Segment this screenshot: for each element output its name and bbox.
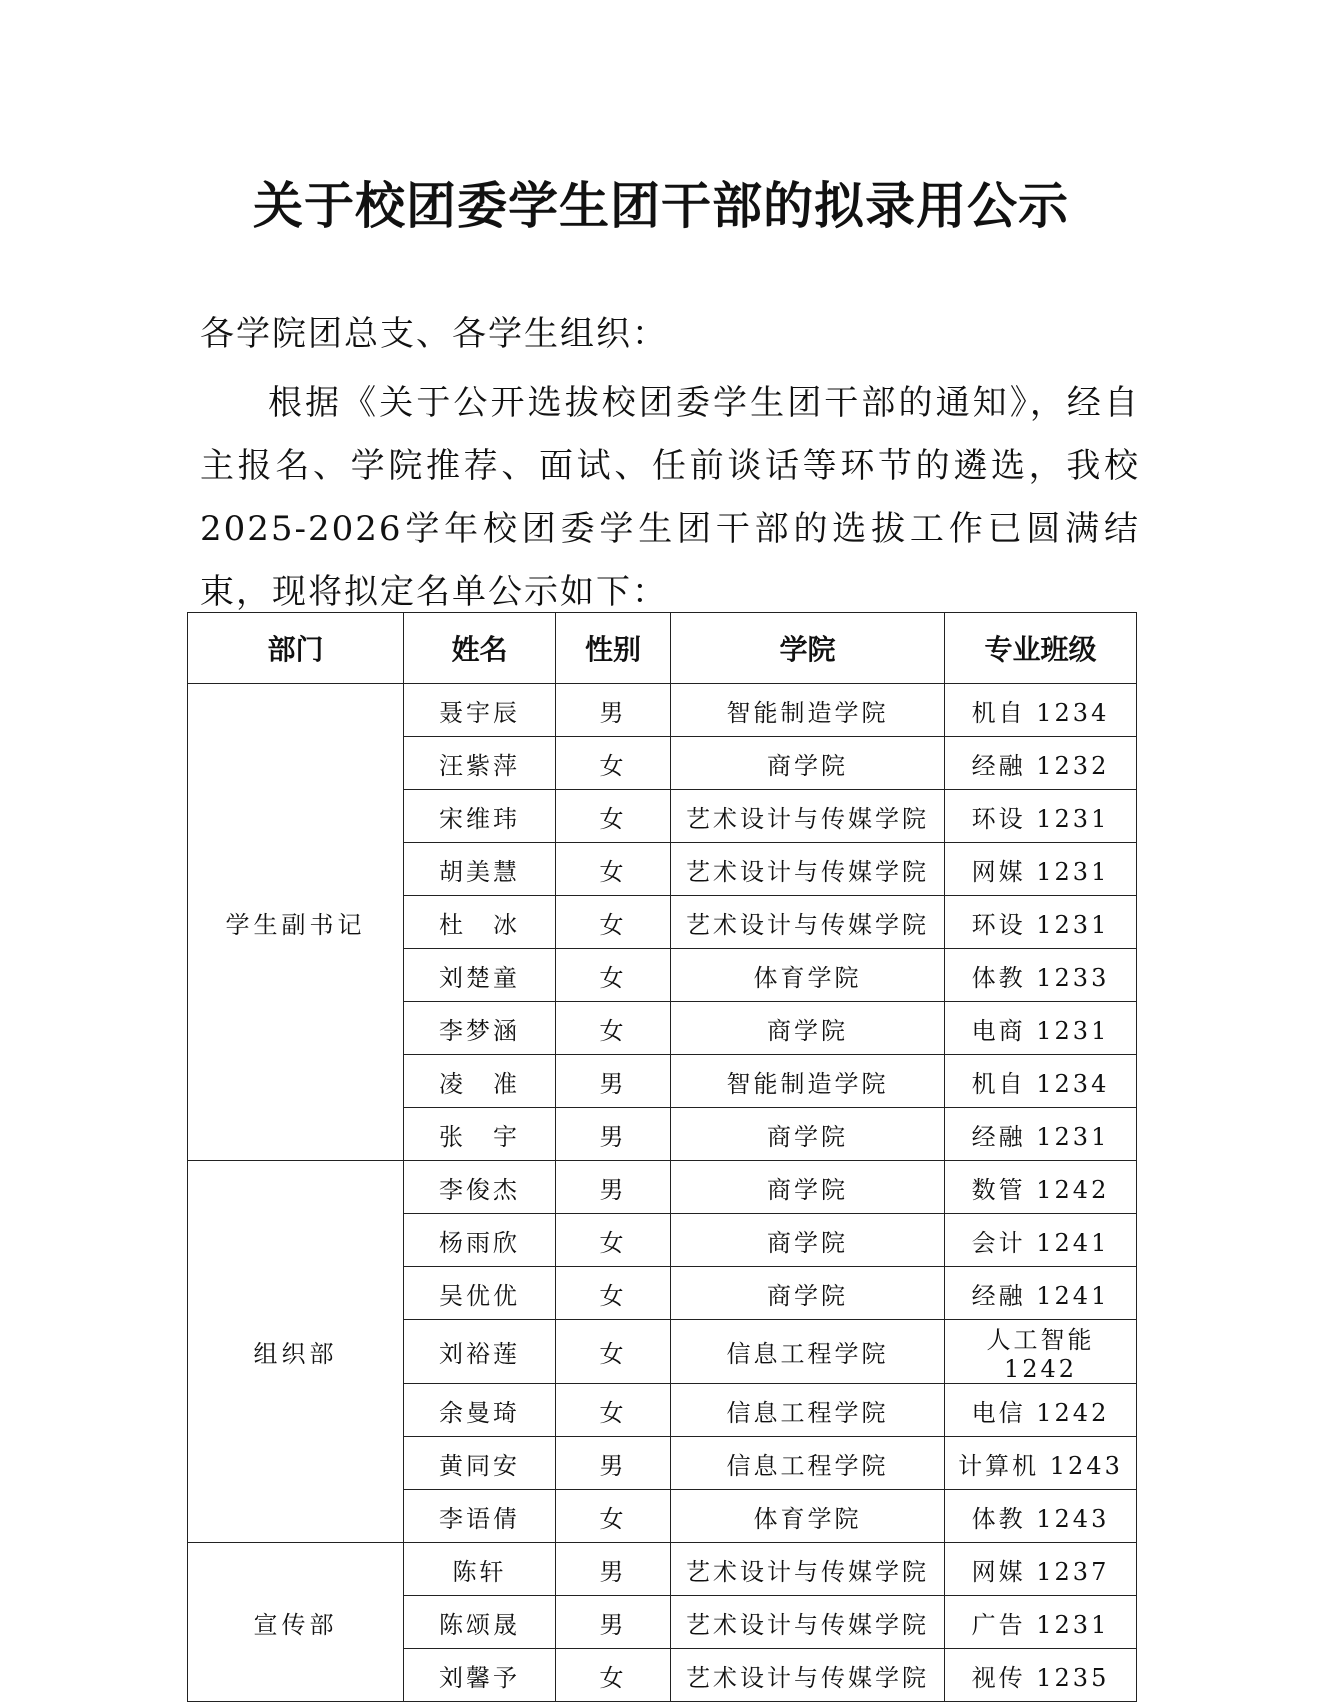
roster-table	[187, 612, 1137, 1702]
college-cell: 商学院	[671, 1161, 945, 1214]
name-cell: 杨雨欣	[404, 1214, 556, 1267]
name-cell: 刘楚童	[404, 949, 556, 1002]
class-cell: 机自 1234	[945, 684, 1137, 737]
name-cell: 李梦涵	[404, 1002, 556, 1055]
name-cell: 余曼琦	[404, 1384, 556, 1437]
class-cell: 视传 1235	[945, 1649, 1137, 1702]
class-cell: 广告 1231	[945, 1596, 1137, 1649]
header-college: 学院	[671, 613, 945, 684]
department-cell: 组织部	[188, 1161, 404, 1543]
college-cell: 智能制造学院	[671, 684, 945, 737]
gender-cell: 女	[556, 896, 671, 949]
class-cell: 网媒 1231	[945, 843, 1137, 896]
gender-cell: 女	[556, 790, 671, 843]
table-row	[188, 684, 1137, 737]
table-header-row	[188, 613, 1137, 684]
college-cell: 信息工程学院	[671, 1437, 945, 1490]
gender-cell: 女	[556, 949, 671, 1002]
name-cell: 李俊杰	[404, 1161, 556, 1214]
body-paragraph: 根据《关于公开选拔校团委学生团干部的通知》，经自主报名、学院推荐、面试、任前谈话等环节的遴选，我校2025-2026学年校团委学生团干部的选拔工作已圆满结束，现将拟定名单公示如下：	[200, 383, 1140, 612]
name-cell: 胡美慧	[404, 843, 556, 896]
name-cell: 汪紫萍	[404, 737, 556, 790]
class-cell: 经融 1241	[945, 1267, 1137, 1320]
gender-cell: 女	[556, 843, 671, 896]
gender-cell: 男	[556, 1596, 671, 1649]
college-cell: 艺术设计与传媒学院	[671, 843, 945, 896]
gender-cell: 男	[556, 684, 671, 737]
class-cell: 经融 1231	[945, 1108, 1137, 1161]
gender-cell: 女	[556, 1002, 671, 1055]
table-row	[188, 1161, 1137, 1214]
class-cell: 计算机 1243	[945, 1437, 1137, 1490]
college-cell: 商学院	[671, 1108, 945, 1161]
header-department: 部门	[188, 613, 404, 684]
class-cell: 体教 1233	[945, 949, 1137, 1002]
gender-cell: 女	[556, 1490, 671, 1543]
name-cell: 张 宇	[404, 1108, 556, 1161]
college-cell: 艺术设计与传媒学院	[671, 1649, 945, 1702]
table-body	[188, 684, 1137, 1702]
college-cell: 商学院	[671, 1214, 945, 1267]
name-cell: 刘馨予	[404, 1649, 556, 1702]
name-cell: 李语倩	[404, 1490, 556, 1543]
college-cell: 艺术设计与传媒学院	[671, 790, 945, 843]
college-cell: 商学院	[671, 737, 945, 790]
name-cell: 吴优优	[404, 1267, 556, 1320]
gender-cell: 男	[556, 1543, 671, 1596]
name-cell: 黄同安	[404, 1437, 556, 1490]
gender-cell: 男	[556, 1437, 671, 1490]
name-cell: 凌 准	[404, 1055, 556, 1108]
college-cell: 艺术设计与传媒学院	[671, 1596, 945, 1649]
class-cell: 机自 1234	[945, 1055, 1137, 1108]
class-cell: 环设 1231	[945, 790, 1137, 843]
gender-cell: 女	[556, 1267, 671, 1320]
name-cell: 杜 冰	[404, 896, 556, 949]
class-cell: 电信 1242	[945, 1384, 1137, 1437]
gender-cell: 女	[556, 1649, 671, 1702]
college-cell: 体育学院	[671, 949, 945, 1002]
gender-cell: 男	[556, 1055, 671, 1108]
college-cell: 体育学院	[671, 1490, 945, 1543]
college-cell: 商学院	[671, 1267, 945, 1320]
document-title: 关于校团委学生团干部的拟录用公示	[253, 177, 1069, 235]
gender-cell: 男	[556, 1108, 671, 1161]
class-cell: 体教 1243	[945, 1490, 1137, 1543]
college-cell: 艺术设计与传媒学院	[671, 1543, 945, 1596]
college-cell: 智能制造学院	[671, 1055, 945, 1108]
department-cell: 宣传部	[188, 1543, 404, 1702]
header-gender: 性别	[556, 613, 671, 684]
class-cell: 数管 1242	[945, 1161, 1137, 1214]
name-cell: 聂宇辰	[404, 684, 556, 737]
department-cell: 学生副书记	[188, 684, 404, 1161]
gender-cell: 女	[556, 1320, 671, 1384]
salutation: 各学院团总支、各学生组织：	[200, 314, 668, 354]
header-name: 姓名	[404, 613, 556, 684]
gender-cell: 女	[556, 737, 671, 790]
gender-cell: 男	[556, 1161, 671, 1214]
class-cell: 经融 1232	[945, 737, 1137, 790]
header-class: 专业班级	[945, 613, 1137, 684]
name-cell: 陈轩	[404, 1543, 556, 1596]
class-cell: 会计 1241	[945, 1214, 1137, 1267]
college-cell: 商学院	[671, 1002, 945, 1055]
class-cell: 电商 1231	[945, 1002, 1137, 1055]
class-cell: 人工智能 1242	[945, 1320, 1137, 1384]
name-cell: 陈颂晟	[404, 1596, 556, 1649]
class-cell: 环设 1231	[945, 896, 1137, 949]
table-row	[188, 1543, 1137, 1596]
gender-cell: 女	[556, 1384, 671, 1437]
college-cell: 信息工程学院	[671, 1320, 945, 1384]
college-cell: 艺术设计与传媒学院	[671, 896, 945, 949]
gender-cell: 女	[556, 1214, 671, 1267]
class-cell: 网媒 1237	[945, 1543, 1137, 1596]
name-cell: 刘裕莲	[404, 1320, 556, 1384]
name-cell: 宋维玮	[404, 790, 556, 843]
college-cell: 信息工程学院	[671, 1384, 945, 1437]
